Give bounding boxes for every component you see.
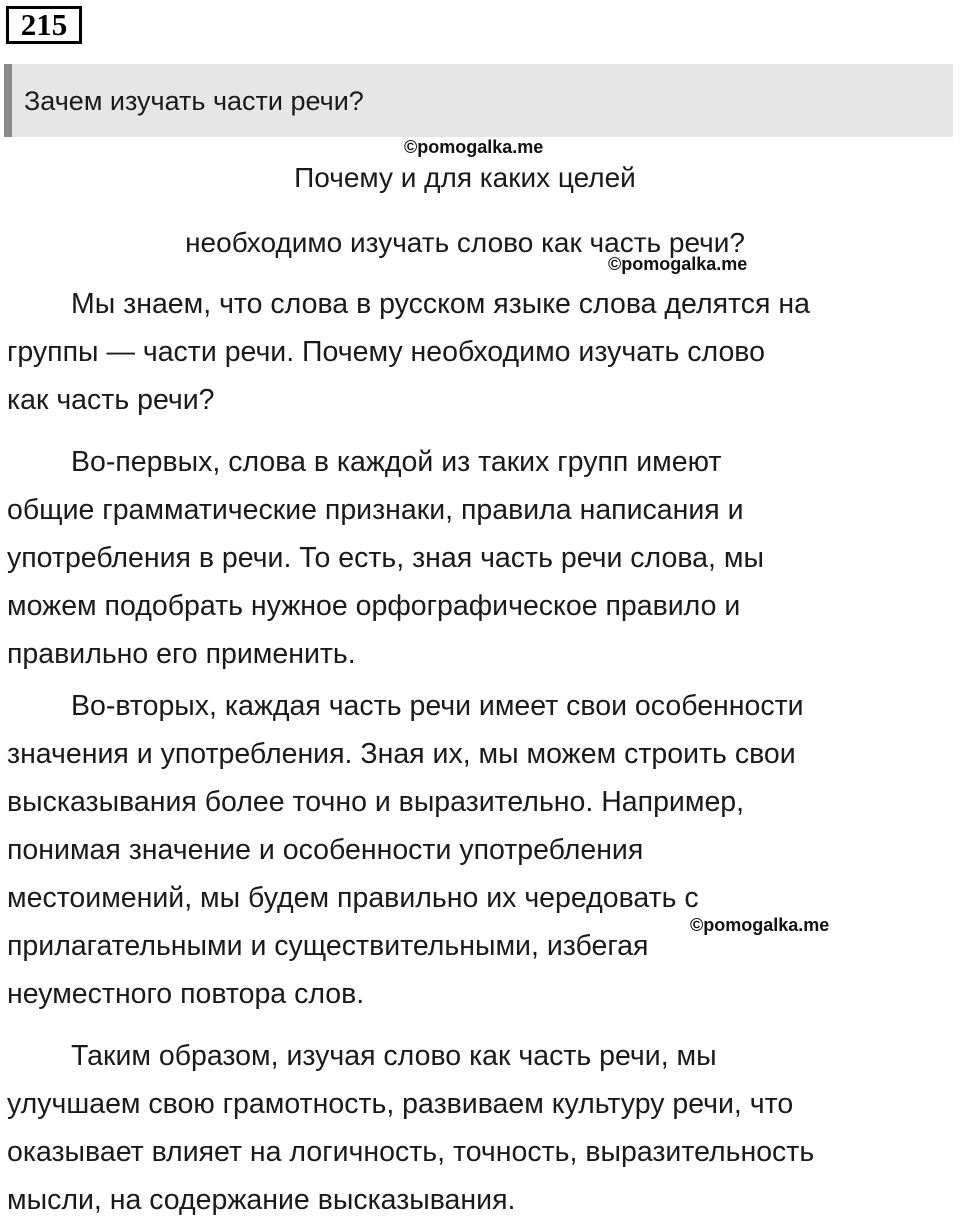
paragraph-line: высказывания более точно и выразительно. Например, bbox=[7, 786, 745, 818]
paragraph-line: Во-первых, слова в каждой из таких групп имеют bbox=[71, 446, 722, 478]
paragraph-secondly bbox=[7, 682, 947, 1018]
paragraph-line: местоимений, мы будем правильно их чередовать с bbox=[7, 882, 699, 914]
paragraph-line: правильно его применить. bbox=[7, 638, 356, 670]
paragraph-line: Мы знаем, что слова в русском языке слова делятся на bbox=[71, 288, 810, 320]
task-number-box: 215 bbox=[6, 6, 82, 44]
paragraph-line: улучшаем свою грамотность, развиваем культуру речи, что bbox=[7, 1088, 794, 1120]
paragraph-line: оказывает влияет на логичность, точность, выразительность bbox=[7, 1136, 815, 1168]
paragraph-line: неуместного повтора слов. bbox=[7, 978, 365, 1010]
paragraph-line: группы — части речи. Почему необходимо изучать слово bbox=[7, 336, 765, 368]
question-title: Зачем изучать части речи? bbox=[24, 86, 364, 116]
paragraph-line: значения и употребления. Зная их, мы можем строить свои bbox=[7, 738, 796, 770]
paragraph-line: можем подобрать нужное орфографическое правило и bbox=[7, 590, 741, 622]
paragraph-line: мысли, на содержание высказывания. bbox=[7, 1184, 516, 1216]
watermark: ©pomogalka.me bbox=[404, 137, 544, 157]
watermark: ©pomogalka.me bbox=[690, 915, 830, 935]
subtitle-line-1: Почему и для каких целей bbox=[294, 162, 636, 193]
paragraph-firstly bbox=[7, 438, 947, 678]
paragraph-intro bbox=[7, 280, 947, 424]
question-banner bbox=[4, 64, 953, 137]
paragraph-line: Во-вторых, каждая часть речи имеет свои особенности bbox=[71, 690, 804, 722]
paragraph-line: как часть речи? bbox=[7, 384, 215, 416]
paragraph-line: общие грамматические признаки, правила написания и bbox=[7, 494, 744, 526]
paragraph-line: Таким образом, изучая слово как часть речи, мы bbox=[71, 1040, 717, 1072]
watermark: ©pomogalka.me bbox=[608, 254, 748, 274]
paragraph-line: прилагательными и существительными, избегая bbox=[7, 930, 649, 962]
paragraph-line: понимая значение и особенности употребления bbox=[7, 834, 644, 866]
paragraph-line: употребления в речи. То есть, зная часть речи слова, мы bbox=[7, 542, 764, 574]
subtitle-line-2: необходимо изучать слово как часть речи? bbox=[185, 227, 745, 258]
paragraph-conclusion bbox=[7, 1032, 947, 1224]
